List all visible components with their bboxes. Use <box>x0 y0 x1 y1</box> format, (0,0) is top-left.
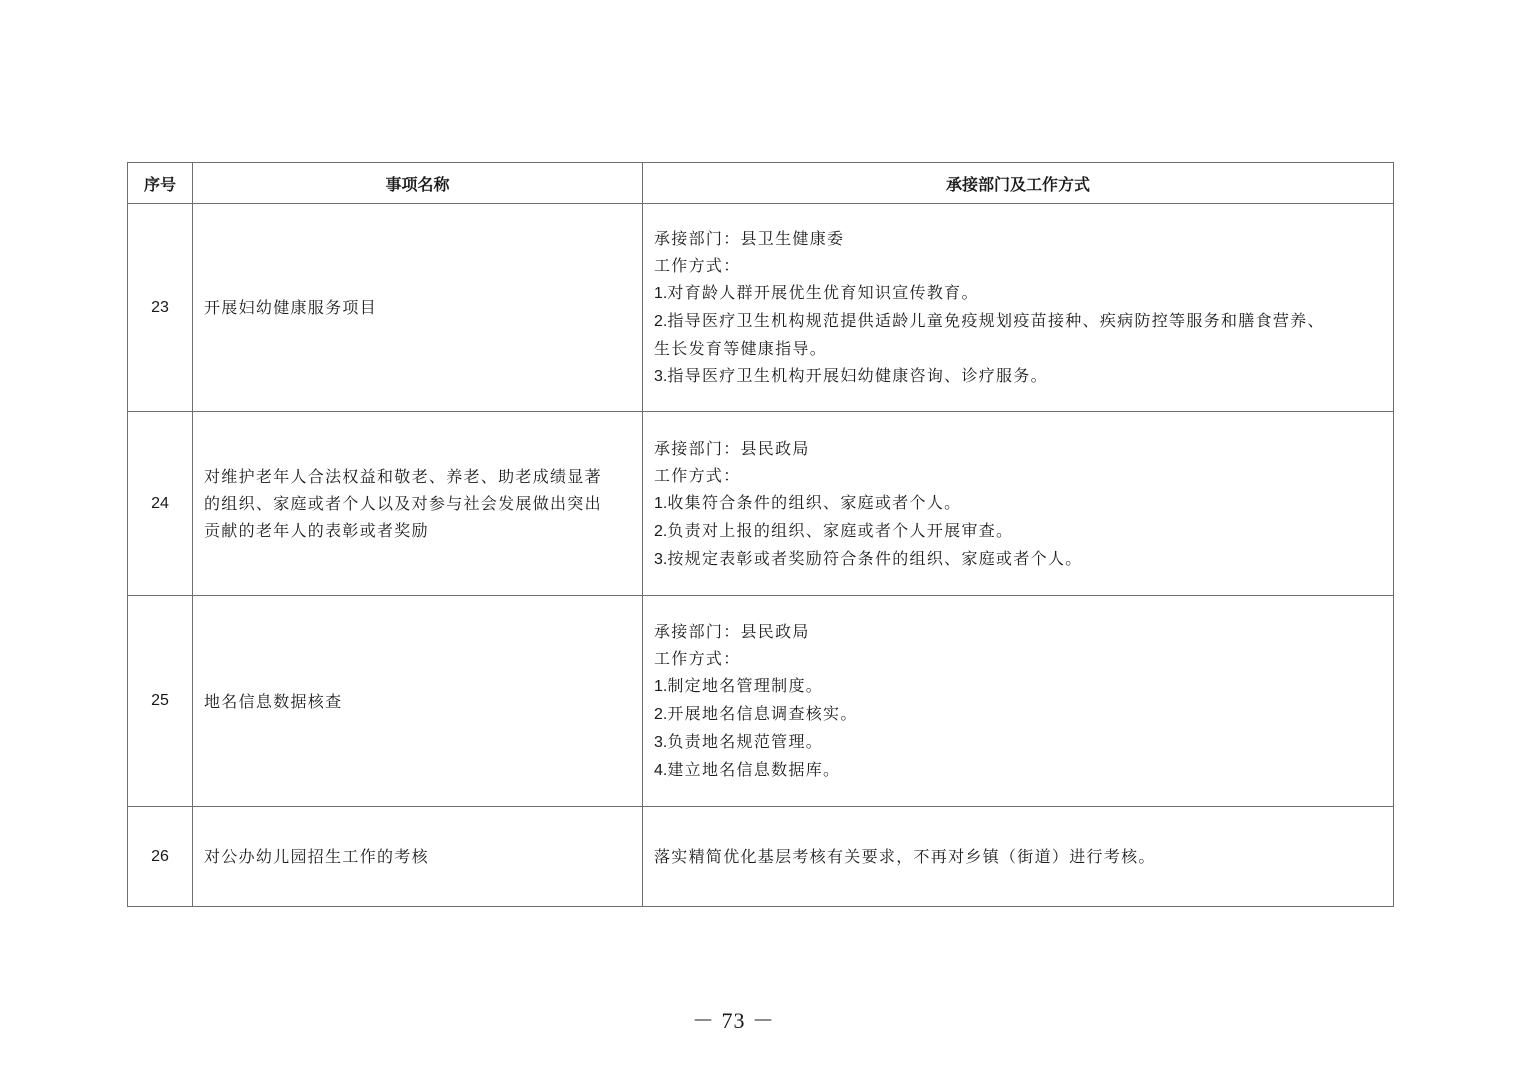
cell-line: 工作方式： <box>654 465 741 485</box>
item-number: 1. <box>654 678 668 695</box>
cell-line: 承接部门：县民政局 <box>654 438 810 458</box>
cell-line: 生长发育等健康指导。 <box>654 339 828 358</box>
item-number: 4. <box>654 762 668 779</box>
item-number: 1. <box>654 494 668 512</box>
cell-line: 开展妇幼健康服务项目 <box>204 298 378 317</box>
item-text: 负责对上报的组织、家庭或者个人开展审查。 <box>667 520 1014 540</box>
cell-line: 地名信息数据核查 <box>204 691 343 711</box>
row-dept <box>643 412 1394 596</box>
cell-line <box>654 672 1383 700</box>
cell-line: 的组织、家庭或者个人以及对参与社会发展做出突出 <box>204 494 602 513</box>
item-number: 3. <box>654 734 668 751</box>
row-name <box>193 412 643 596</box>
row-dept <box>643 807 1394 907</box>
item-text: 指导医疗卫生机构规范提供适龄儿童免疫规划疫苗接种、疾病防控等服务和膳食营养、 <box>667 311 1325 330</box>
header-seq: 序号 <box>128 163 193 204</box>
row-dept <box>643 596 1394 807</box>
cell-line <box>654 700 1383 728</box>
table-row <box>128 412 1394 596</box>
row-seq: 25 <box>128 596 193 807</box>
item-text: 负责地名规范管理。 <box>667 732 824 751</box>
cell-line: 承接部门：县卫生健康委 <box>654 229 845 248</box>
row-seq: 26 <box>128 807 193 907</box>
item-text: 指导医疗卫生机构开展妇幼健康咨询、诊疗服务。 <box>667 366 1048 385</box>
row-seq: 24 <box>128 412 193 596</box>
cell-line: 贡献的老年人的表彰或者奖励 <box>204 521 429 540</box>
item-text: 对育龄人群开展优生优育知识宣传教育。 <box>667 283 979 302</box>
table-row <box>128 204 1394 412</box>
row-name <box>193 204 643 412</box>
row-seq: 23 <box>128 204 193 412</box>
item-number: 3. <box>654 368 668 385</box>
cell-line <box>654 756 1383 784</box>
cell-line: 工作方式： <box>654 256 741 275</box>
cell-line <box>654 307 1383 335</box>
cell-line: 工作方式： <box>654 649 741 668</box>
cell-line <box>654 362 1383 390</box>
item-text: 制定地名管理制度。 <box>667 676 824 695</box>
item-number: 2. <box>654 313 668 330</box>
cell-line <box>654 489 1383 517</box>
cell-line: 对维护老年人合法权益和敬老、养老、助老成绩显著 <box>204 467 602 486</box>
cell-line: 落实精简优化基层考核有关要求，不再对乡镇（街道）进行考核。 <box>654 847 1156 866</box>
cell-line <box>654 279 1383 307</box>
item-text: 按规定表彰或者奖励符合条件的组织、家庭或者个人。 <box>667 548 1083 568</box>
matters-table <box>127 162 1394 907</box>
item-text: 收集符合条件的组织、家庭或者个人。 <box>667 492 962 512</box>
row-name <box>193 807 643 907</box>
item-number: 2. <box>654 522 668 540</box>
item-number: 2. <box>654 706 668 723</box>
cell-line <box>654 517 1383 545</box>
table-header-row <box>128 163 1394 204</box>
item-text: 建立地名信息数据库。 <box>667 760 841 779</box>
item-number: 3. <box>654 550 668 568</box>
row-dept <box>643 204 1394 412</box>
header-dept: 承接部门及工作方式 <box>643 163 1394 204</box>
item-text: 开展地名信息调查核实。 <box>667 704 858 723</box>
cell-line <box>654 545 1383 573</box>
item-number: 1. <box>654 285 668 302</box>
row-name <box>193 596 643 807</box>
table-row <box>128 807 1394 907</box>
cell-line: 对公办幼儿园招生工作的考核 <box>204 847 429 866</box>
cell-line: 承接部门：县民政局 <box>654 622 810 641</box>
cell-line <box>654 728 1383 756</box>
table-row <box>128 596 1394 807</box>
page-number: － 73 － <box>691 1008 775 1033</box>
header-name: 事项名称 <box>193 163 643 204</box>
